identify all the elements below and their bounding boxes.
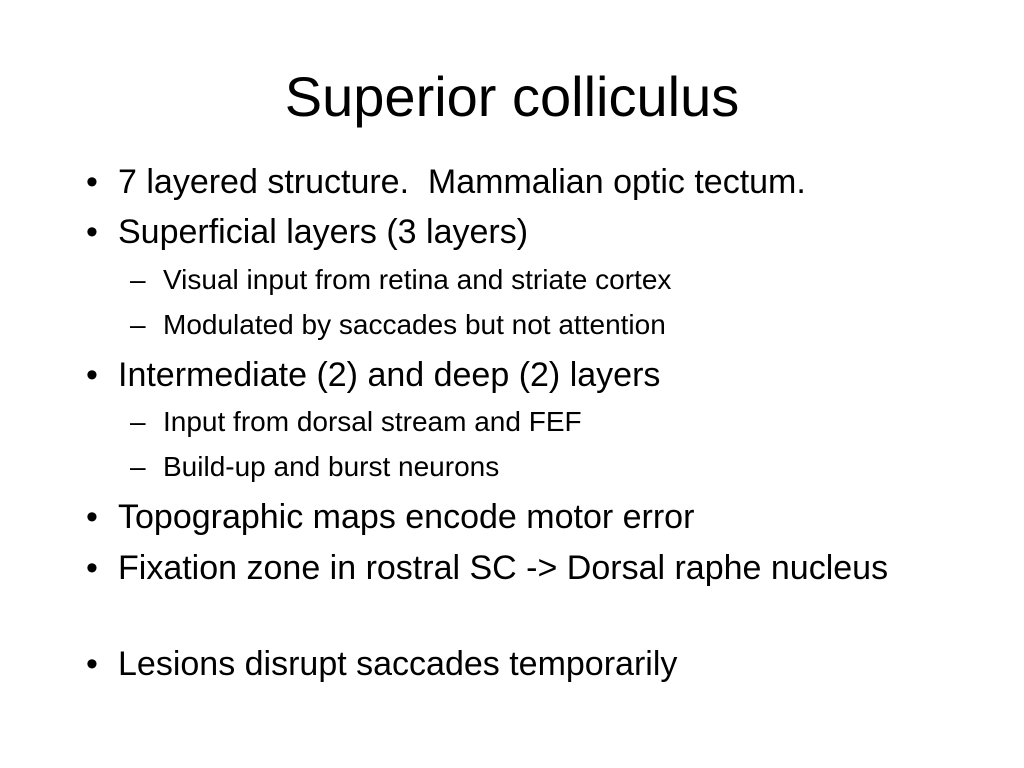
sub-bullet-text: Modulated by saccades but not attention <box>163 309 666 340</box>
bullet-text: Topographic maps encode motor error <box>118 498 695 536</box>
sub-bullet-text: Visual input from retina and striate cortex <box>163 264 672 295</box>
bullet-item <box>86 212 946 252</box>
bullet-text: 7 layered structure. Mammalian optic tectum. <box>118 163 806 201</box>
sub-bullet-text: Build-up and burst neurons <box>163 451 500 482</box>
bullet-text: Fixation zone in rostral SC -> Dorsal raphe nucleus <box>118 549 889 587</box>
bullet-item <box>86 644 946 684</box>
slide-title: Superior colliculus <box>284 65 740 128</box>
bullet-marker: • <box>86 498 98 536</box>
bullet-marker: • <box>86 213 98 251</box>
sub-bullet-item <box>130 308 950 342</box>
bullet-marker: • <box>86 163 98 201</box>
sub-bullet-item <box>130 450 950 484</box>
bullet-item <box>86 355 946 395</box>
bullet-item <box>86 162 946 202</box>
bullet-item <box>86 548 906 588</box>
bullet-marker: • <box>86 645 98 683</box>
bullet-item <box>86 497 946 537</box>
bullet-text: Superficial layers (3 layers) <box>118 213 529 251</box>
bullet-text: Lesions disrupt saccades temporarily <box>118 645 678 683</box>
dash-marker: – <box>130 309 146 340</box>
bullet-marker: • <box>86 356 98 394</box>
dash-marker: – <box>130 451 146 482</box>
bullet-text: Intermediate (2) and deep (2) layers <box>118 356 661 394</box>
sub-bullet-item <box>130 263 950 297</box>
dash-marker: – <box>130 264 146 295</box>
dash-marker: – <box>130 406 146 437</box>
sub-bullet-item <box>130 405 950 439</box>
bullet-marker: • <box>86 549 98 587</box>
sub-bullet-text: Input from dorsal stream and FEF <box>163 406 582 437</box>
